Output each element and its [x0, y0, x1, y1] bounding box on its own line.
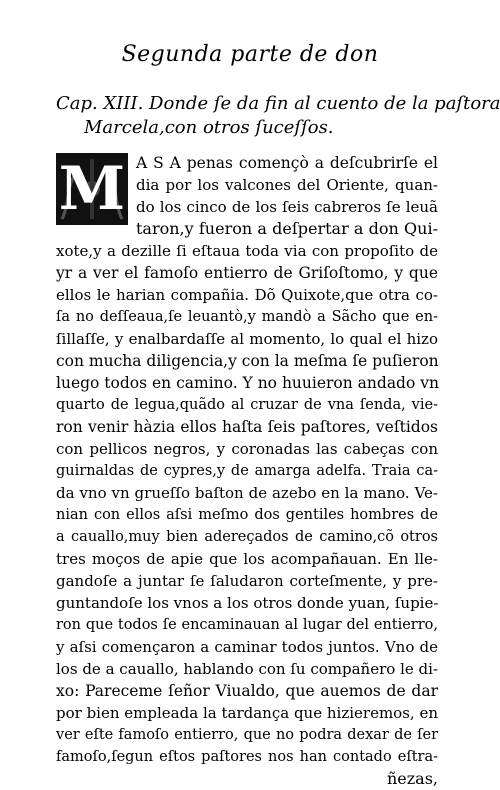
body-line: luego todos en camino. Y no huuieron andado vn [56, 374, 439, 392]
body-text [0, 152, 500, 788]
body-line: con mucha diligencia,y con la meſma ſe puſieron [56, 352, 439, 370]
body-line: xote,y a dezille ſi eſtaua toda via con propoſito de [56, 242, 438, 260]
body-line: guntandoſe los vnos a los otros donde yuan, ſupie- [56, 594, 439, 612]
body-line: a cauallo,muy bien adereçados de camino,cõ otros [56, 529, 438, 545]
body-line: gandoſe a juntar ſe ſaludaron corteſmente, y pre- [56, 572, 438, 590]
body-line: taron,y fueron a deſpertar a don Qui- [136, 219, 438, 238]
body-line: ron venir hàzia ellos haſta ſeis paſtores, veſtidos [56, 418, 438, 436]
initial-letter: M [58, 154, 126, 224]
body-line: tres moços de apie que los acompañauan. En lle- [56, 550, 438, 568]
catchword: ñezas, [386, 769, 438, 788]
body-line: ver eſte famoſo entierro, que no podra dexar de ſer [56, 727, 438, 743]
chapter-heading-line-2: Marcela,con otros ſuceſſos. [84, 117, 334, 138]
body-line: y aſsi començaron a caminar todos juntos. Vno de [56, 638, 438, 656]
body-line: guirnaldas de cypres,y de amarga adelfa. Traia ca- [56, 463, 438, 479]
body-line: ſa no deſſeaua,ſe leuantò,y mandò a Sãcho que en- [56, 309, 438, 325]
body-line: ron que todos ſe encaminauan al lugar del entierro, [56, 617, 438, 633]
body-line: A S A penas començò a deſcubrirſe el [136, 154, 438, 172]
body-line: da vno vn grueſſo baſton de azebo en la mano. Ve- [56, 484, 438, 502]
body-line: por bien empleada la tardança que hizieremos, en [56, 704, 438, 722]
body-line: ellos le harian compañia. Dõ Quixote,que otra co- [56, 286, 438, 304]
body-line: do los cinco de los ſeis cabreros ſe leuã [136, 198, 438, 216]
body-line: yr a ver el famoſo entierro de Griſoſtomo, y que [56, 264, 438, 282]
body-line: ſillaſſe, y enalbardaſſe al momento, lo qual el hizo [56, 330, 438, 348]
body-line: famoſo,ſegun eſtos paſtores nos han contado eſtra- [56, 749, 438, 765]
body-line: nian con ellos aſsi meſmo dos gentiles hombres de [56, 507, 438, 523]
body-line: los de a cauallo, hablando con ſu compañero le di- [56, 660, 438, 678]
body-line: quarto de legua,quãdo al cruzar de vna ſenda, vie- [56, 397, 438, 413]
chapter-heading [56, 92, 500, 140]
body-line: con pellicos negros, y coronadas las cabeças con [56, 440, 438, 458]
body-line: xo: Pareceme ſeñor Viualdo, que auemos de dar [56, 682, 438, 700]
chapter-heading-line-1: Cap. XIII. Donde ſe da fin al cuento de la paſtora [56, 93, 500, 114]
body-line: dia por los valcones del Oriente, quan- [136, 176, 438, 194]
running-head: Segunda parte de don [121, 42, 379, 67]
